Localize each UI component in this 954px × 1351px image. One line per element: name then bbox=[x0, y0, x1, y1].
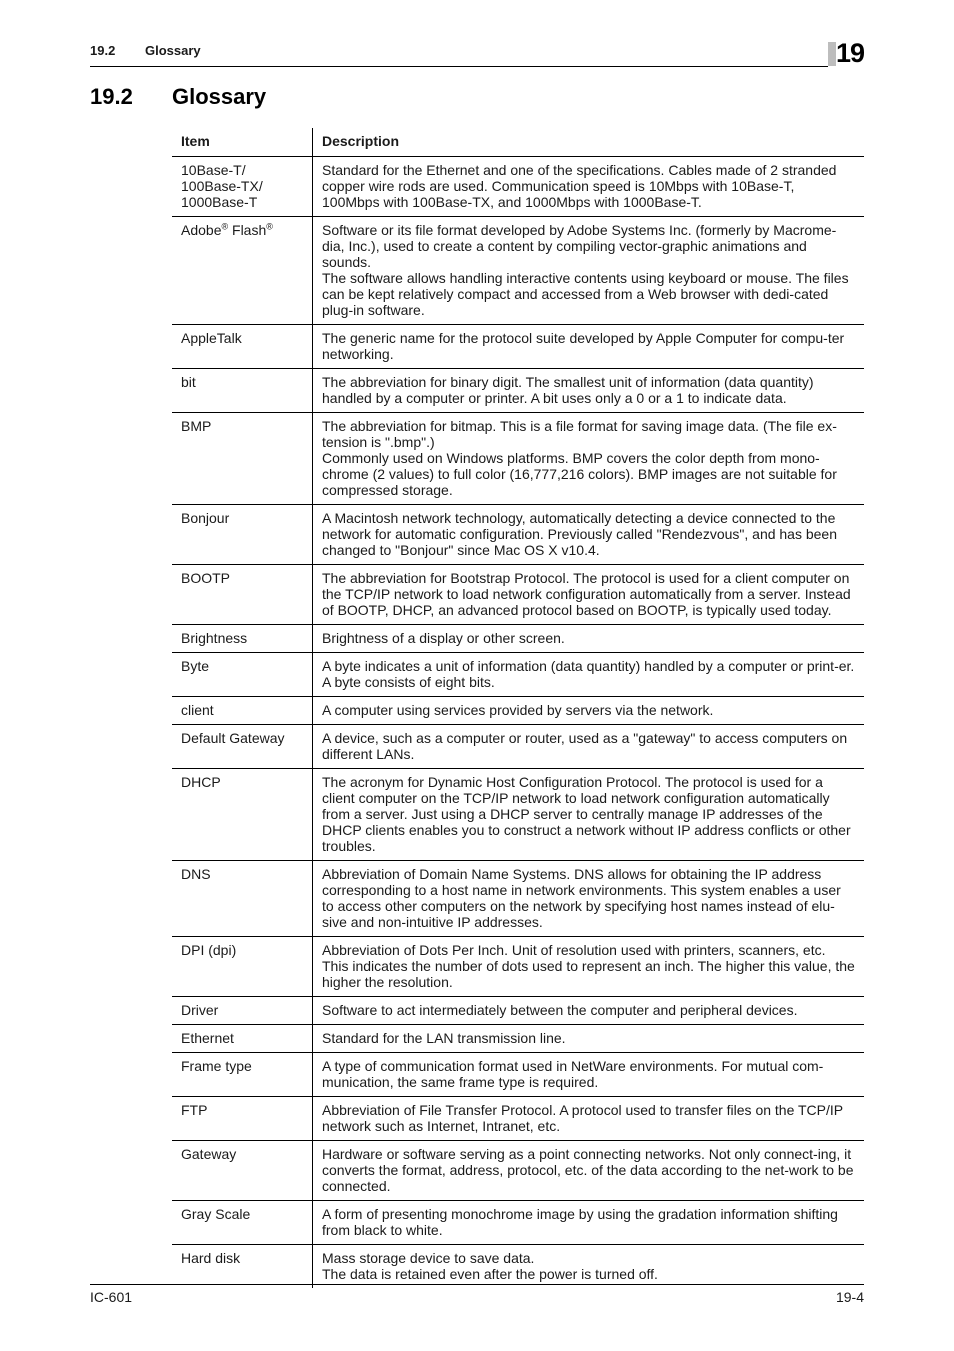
table-row bbox=[172, 697, 864, 725]
glossary-description bbox=[313, 769, 865, 861]
glossary-description bbox=[313, 325, 865, 369]
column-header-description: Description bbox=[313, 128, 865, 157]
description-paragraph: A type of communication format used in NetWare environments. For mutual com-munication, the same frame type is required. bbox=[322, 1058, 824, 1090]
description-paragraph: Abbreviation of Dots Per Inch. Unit of resolution used with printers, scanners, etc. This indicates the number of dots used to represent an inch. The higher this value, the higher the resolution. bbox=[322, 942, 855, 990]
running-section-title: Glossary bbox=[145, 43, 201, 58]
description-paragraph: The abbreviation for binary digit. The smallest unit of information (data quantity) handled by a computer or printer. A bit uses only a 0 or a 1 to indicate data. bbox=[322, 374, 814, 406]
description-paragraph: Standard for the LAN transmission line. bbox=[322, 1030, 566, 1046]
description-paragraph: Commonly used on Windows platforms. BMP covers the color depth from mono-chrome (2 values) to full color (16,777,216 colors). BMP images are not suitable for compressed storage. bbox=[322, 450, 837, 498]
table-row bbox=[172, 325, 864, 369]
glossary-term: Gray Scale bbox=[172, 1201, 313, 1245]
glossary-term: BMP bbox=[172, 413, 313, 505]
table-header-row bbox=[172, 128, 864, 157]
glossary-description bbox=[313, 653, 865, 697]
glossary-term: client bbox=[172, 697, 313, 725]
table-row bbox=[172, 1245, 864, 1289]
glossary-term: Byte bbox=[172, 653, 313, 697]
glossary-description bbox=[313, 937, 865, 997]
glossary-description bbox=[313, 861, 865, 937]
glossary-description bbox=[313, 1141, 865, 1201]
glossary-term: Brightness bbox=[172, 625, 313, 653]
glossary-term: DHCP bbox=[172, 769, 313, 861]
glossary-description bbox=[313, 1097, 865, 1141]
description-paragraph: The acronym for Dynamic Host Configuration Protocol. The protocol is used for a client computer on the TCP/IP network to load network configuration automatically from a server. Just using a DHCP server to centrally manage IP addresses of the DHCP clients enables you to construct a network without IP address conflicts or other troubles. bbox=[322, 774, 851, 854]
glossary-description bbox=[313, 413, 865, 505]
glossary-term: AppleTalk bbox=[172, 325, 313, 369]
glossary-description bbox=[313, 1201, 865, 1245]
glossary-term: Gateway bbox=[172, 1141, 313, 1201]
table-row bbox=[172, 625, 864, 653]
page-title-text: Glossary bbox=[172, 84, 267, 109]
table-row bbox=[172, 1141, 864, 1201]
description-paragraph: A byte indicates a unit of information (data quantity) handled by a computer or print-er. A byte consists of eight bits. bbox=[322, 658, 855, 690]
table-row bbox=[172, 1201, 864, 1245]
description-paragraph: A computer using services provided by servers via the network. bbox=[322, 702, 714, 718]
table-row bbox=[172, 369, 864, 413]
table-row bbox=[172, 565, 864, 625]
description-paragraph: A Macintosh network technology, automatically detecting a device connected to the network for automatic configuration. Previously called "Rendezvous", and has been changed to "Bonjour" since Mac OS X v10.4. bbox=[322, 510, 838, 558]
description-paragraph: Software or its file format developed by Adobe Systems Inc. (formerly by Macrome-dia, Inc.), used to create a content by compiling vector-graphic animations and sounds. bbox=[322, 222, 837, 270]
description-paragraph: Abbreviation of File Transfer Protocol. A protocol used to transfer files on the TCP/IP network such as Internet, Intranet, etc. bbox=[322, 1102, 843, 1134]
page-footer bbox=[90, 1284, 864, 1315]
glossary-term: Ethernet bbox=[172, 1025, 313, 1053]
description-paragraph: Standard for the Ethernet and one of the specifications. Cables made of 2 stranded copper wire rods are used. Communication speed is 10Mbps with 10Base-T, 100Mbps with 100Base-TX, and 1000Mbps with 1000Base-T. bbox=[322, 162, 837, 210]
glossary-description bbox=[313, 217, 865, 325]
glossary-term: Adobe® Flash® bbox=[172, 217, 313, 325]
page-title-number: 19.2 bbox=[90, 84, 133, 109]
glossary-description bbox=[313, 369, 865, 413]
registered-mark: ® bbox=[266, 221, 273, 232]
glossary-term: Default Gateway bbox=[172, 725, 313, 769]
glossary-description bbox=[313, 157, 865, 217]
glossary-description bbox=[313, 565, 865, 625]
page-title bbox=[90, 84, 266, 110]
chapter-tab-bar bbox=[828, 42, 836, 66]
glossary-description bbox=[313, 725, 865, 769]
description-paragraph: The software allows handling interactive contents using keyboard or mouse. The files can be kept relatively compact and accessed from a Web browser with dedi-cated plug-in software. bbox=[322, 270, 849, 318]
glossary-term: DNS bbox=[172, 861, 313, 937]
glossary-table-body bbox=[172, 157, 864, 1289]
glossary-description bbox=[313, 1245, 865, 1289]
description-paragraph: Abbreviation of Domain Name Systems. DNS allows for obtaining the IP address corresponding to a host name in network environments. This system enables a user to access other computers on the network by specifying host names instead of elu-sive and non-intuitive IP addresses. bbox=[322, 866, 841, 930]
chapter-number: 19 bbox=[835, 38, 864, 68]
description-paragraph: The abbreviation for Bootstrap Protocol. The protocol is used for a client computer on the TCP/IP network to load network configuration automatically from a server. Instead of BOOTP, DHCP, an advanced protocol based on BOOTP, is typically used today. bbox=[322, 570, 851, 618]
glossary-description bbox=[313, 505, 865, 565]
description-paragraph: The abbreviation for bitmap. This is a file format for saving image data. (The file ex-tension is ".bmp".) bbox=[322, 418, 837, 450]
table-row bbox=[172, 1025, 864, 1053]
table-row bbox=[172, 725, 864, 769]
table-row bbox=[172, 1053, 864, 1097]
glossary-term: 10Base-T/ 100Base-TX/ 1000Base-T bbox=[172, 157, 313, 217]
registered-mark: ® bbox=[221, 221, 229, 232]
table-row bbox=[172, 1097, 864, 1141]
glossary-term: FTP bbox=[172, 1097, 313, 1141]
table-row bbox=[172, 505, 864, 565]
glossary-term: bit bbox=[172, 369, 313, 413]
glossary-description bbox=[313, 1025, 865, 1053]
glossary-term: Hard disk bbox=[172, 1245, 313, 1289]
description-paragraph: Brightness of a display or other screen. bbox=[322, 630, 565, 646]
description-paragraph: Software to act intermediately between the computer and peripheral devices. bbox=[322, 1002, 798, 1018]
footer-page-number: 19-4 bbox=[835, 1289, 864, 1305]
chapter-tab bbox=[828, 40, 864, 68]
running-header bbox=[90, 42, 864, 67]
footer-model: IC-601 bbox=[90, 1289, 133, 1305]
description-paragraph: Mass storage device to save data. bbox=[322, 1250, 535, 1266]
description-paragraph: The data is retained even after the power is turned off. bbox=[322, 1266, 658, 1282]
description-paragraph: A device, such as a computer or router, used as a "gateway" to access computers on different LANs. bbox=[322, 730, 848, 762]
glossary-term: Frame type bbox=[172, 1053, 313, 1097]
description-paragraph: The generic name for the protocol suite developed by Apple Computer for compu-ter networking. bbox=[322, 330, 845, 362]
table-row bbox=[172, 937, 864, 997]
table-row bbox=[172, 653, 864, 697]
glossary-description bbox=[313, 697, 865, 725]
glossary-description bbox=[313, 1053, 865, 1097]
glossary-term: Driver bbox=[172, 997, 313, 1025]
glossary-description bbox=[313, 625, 865, 653]
description-paragraph: A form of presenting monochrome image by using the gradation information shifting from black to white. bbox=[322, 1206, 838, 1238]
table-row bbox=[172, 217, 864, 325]
table-row bbox=[172, 997, 864, 1025]
table-row bbox=[172, 861, 864, 937]
glossary-description bbox=[313, 997, 865, 1025]
table-row bbox=[172, 769, 864, 861]
table-row bbox=[172, 413, 864, 505]
description-paragraph: Hardware or software serving as a point connecting networks. Not only connect-ing, it converts the format, address, protocol, etc. of the data according to the net-work to be connected. bbox=[322, 1146, 854, 1194]
glossary-table bbox=[172, 128, 864, 1288]
glossary-term: Bonjour bbox=[172, 505, 313, 565]
glossary-term: DPI (dpi) bbox=[172, 937, 313, 997]
table-row bbox=[172, 157, 864, 217]
running-section-number: 19.2 bbox=[90, 43, 116, 58]
glossary-term: BOOTP bbox=[172, 565, 313, 625]
column-header-item: Item bbox=[172, 128, 313, 157]
